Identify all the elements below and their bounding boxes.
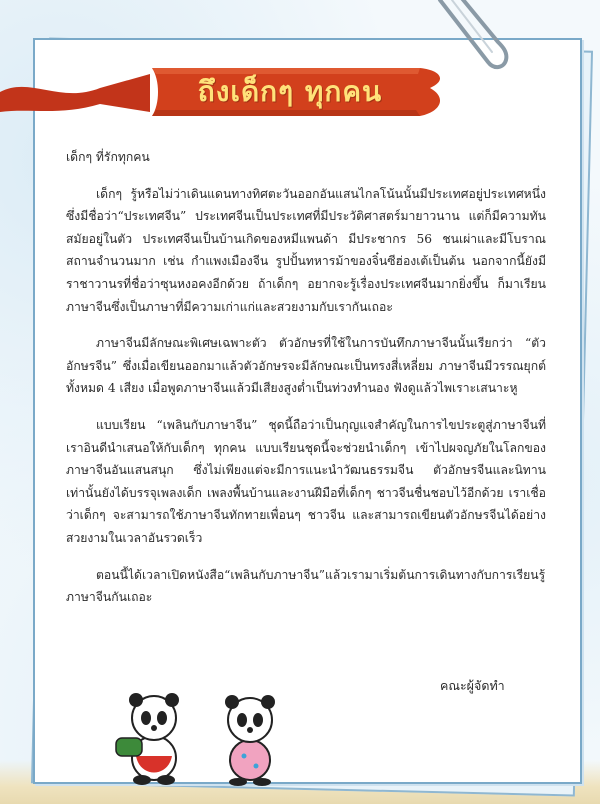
letter-body (66, 146, 546, 623)
panda-left-icon (116, 693, 179, 785)
paperclip-icon (430, 0, 520, 80)
letter-paragraph-1: เด็กๆ รู้หรือไม่ว่าเดินแดนทางทิศตะวันออกอันแสนไกลโน้นนั้นมีประเทศอยู่ประเทศหนึ่งซึ่งมีชื่อว่า“ประเทศจีน” ประเทศจีนเป็นประเทศที่มีประวัติศาสตร์มายาวนาน แต่ก็มีความทันสมัยอยู่ในตัว ประเทศจีนเป็นบ้านเกิดของหมีแพนด้า มีประชากร 56 ชนเผ่าและมีโบราณสถานจำนวนมาก เช่น กำแพงเมืองจีน รูปปั้นทหารม้าของจิ๋นซีฮ่องเต้เป็นต้น นอกจากนี้ยังมีราชาวานรที่ชื่อว่าซุนหงอคงอีกด้วย ถ้าเด็กๆ อยากจะรู้เรื่องประเทศจีนมากยิ่งขึ้น ก็มาเรียนภาษาจีนซึ่งเป็นภาษาที่มีความเก่าแก่และสวยงามกับเรากันเถอะ (66, 186, 546, 314)
letter-paragraph-2: ภาษาจีนมีลักษณะพิเศษเฉพาะตัว ตัวอักษรที่ใช้ในการบันทึกภาษาจีนนั้นเรียกว่า “ตัวอักษรจีน” ซึ่งเมื่อเขียนออกมาแล้วตัวอักษรจะมีลักษณะเป็นทรงสี่เหลี่ยม ภาษาจีนมีวรรณยุกต์ทั้งหมด 4 เสียง เมื่อพูดภาษาจีนแล้วมีเสียงสูงต่ำเป็นท่วงทำนอง ฟังดูแล้วไพเราะเสนาะหู (66, 336, 546, 396)
panda-right-icon (225, 695, 275, 786)
panda-mascots-illustration (110, 686, 300, 786)
letter-signature: คณะผู้จัดทำ (440, 678, 505, 693)
letter-paragraph-3: แบบเรียน “เพลินกับภาษาจีน” ชุดนี้ถือว่าเป็นกุญแจสำคัญในการไขประตูสู่ภาษาจีนที่เราอินดีนำเสนอให้กับเด็กๆ ทุกคน แบบเรียนชุดนี้จะช่วยนำเด็กๆ เข้าไปผจญภัยในโลกของภาษาจีนอันแสนสนุก ซึ่งไม่เพียงแต่จะมีการแนะนำวัฒนธรรมจีน ตัวอักษรจีนและนิทานเท่านั้นยังได้บรรจุเพลงเด็ก เพลงพื้นบ้านและงานฝีมือที่เด็กๆ ชาวจีนชื่นชอบไว้อีกด้วย เราเชื่อว่าเด็กๆ จะสามารถใช้ภาษาจีนทักทายเพื่อนๆ ชาวจีน และสามารถเขียนตัวอักษรจีนได้อย่างสวยงามในเวลาอันรวดเร็ว (66, 417, 546, 545)
letter-paragraph-4: ตอนนี้ได้เวลาเปิดหนังสือ“เพลินกับภาษาจีน”แล้วเรามาเริ่มต้นการเดินทางกับการเรียนรู้ภาษาจีนกันเถอะ (66, 567, 546, 605)
letter-greeting: เด็กๆ ที่รักทุกคน (66, 150, 150, 164)
page-title: ถึงเด็กๆ ทุกคน (197, 75, 383, 108)
